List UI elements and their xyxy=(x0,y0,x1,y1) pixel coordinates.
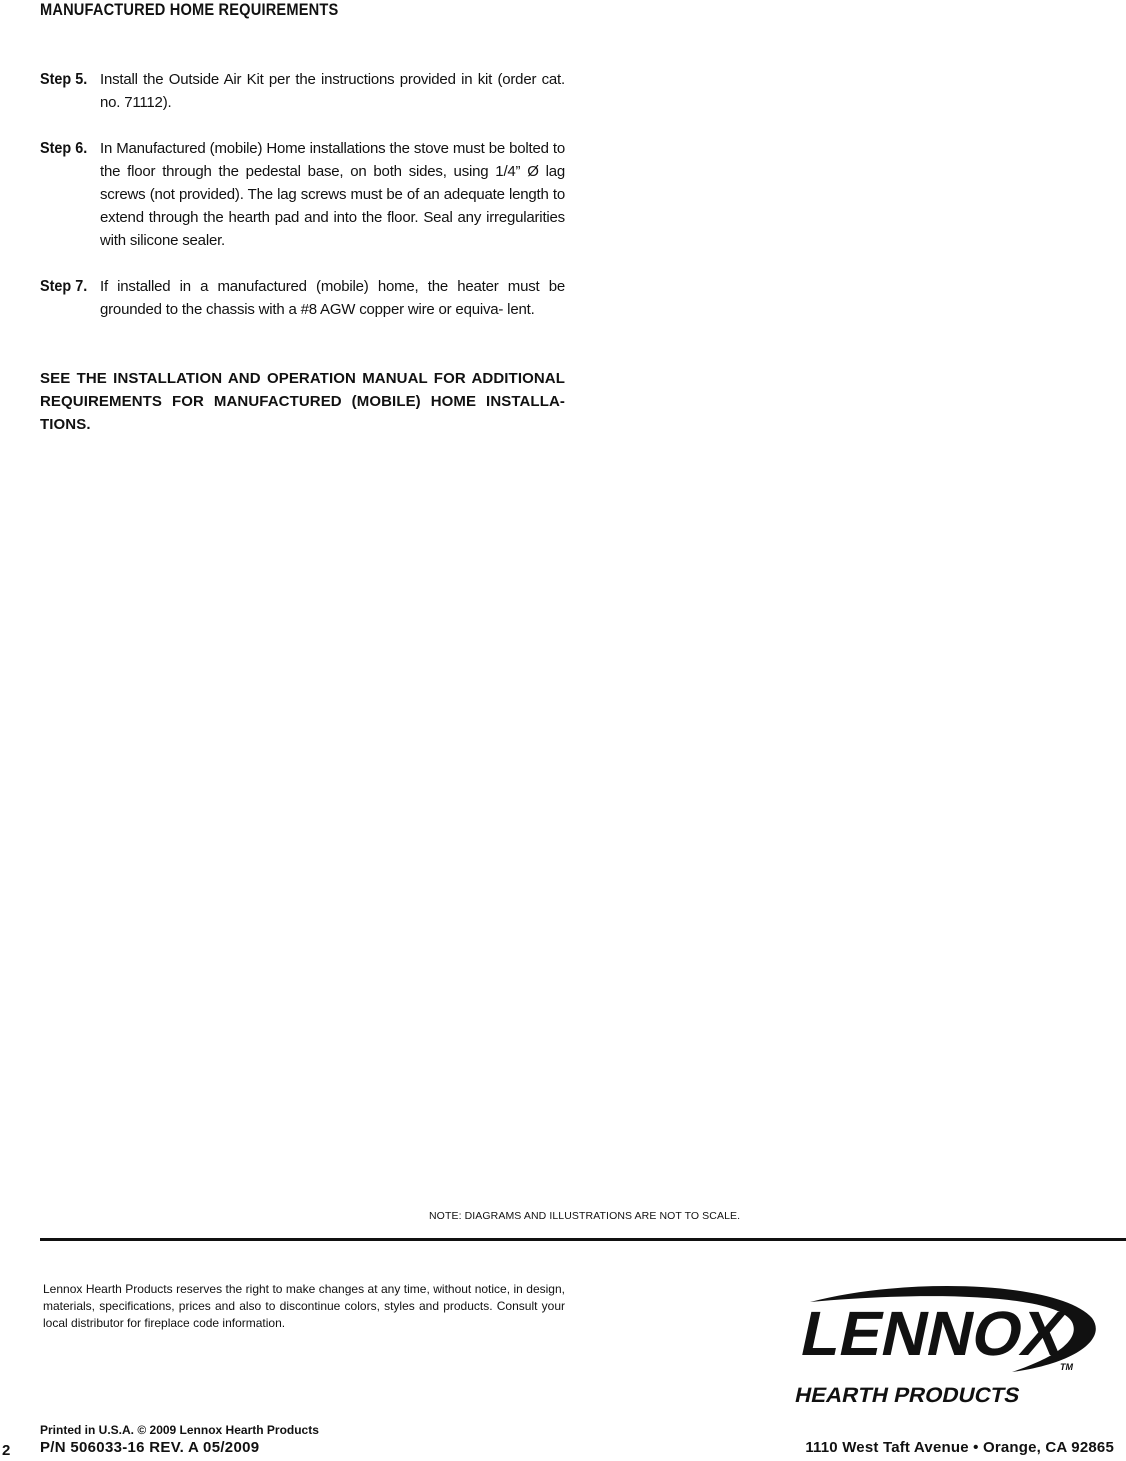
step-label: Step 5. xyxy=(40,71,88,88)
step-6 xyxy=(40,137,565,252)
step-text: If installed in a manufactured (mobile) home, the heater must be grounded to the chassis with a #8 AGW copper wire or equiva- lent. xyxy=(100,278,565,318)
logo-wordmark: LENNOX xyxy=(795,1298,1052,1369)
company-address: 1110 West Taft Avenue • Orange, CA 92865 xyxy=(805,1439,1114,1456)
printed-in-line: Printed in U.S.A. © 2009 Lennox Hearth Products xyxy=(40,1423,319,1437)
scale-note: NOTE: DIAGRAMS AND ILLUSTRATIONS ARE NOT TO SCALE. xyxy=(429,1210,741,1222)
step-7 xyxy=(40,275,565,321)
disclaimer-text: Lennox Hearth Products reserves the right to make changes at any time, without notice, in design, materials, specifications, prices and also to discontinue colors, styles and products. Consult your local distributor for fireplace code information. xyxy=(43,1282,565,1330)
footer-divider xyxy=(40,1238,1126,1241)
step-5 xyxy=(40,68,565,114)
page-number: 2 xyxy=(2,1442,11,1459)
lennox-logo xyxy=(790,1282,1100,1410)
logo-trademark: TM xyxy=(1060,1362,1073,1372)
step-label: Step 7. xyxy=(40,278,88,295)
section-title: MANUFACTURED HOME REQUIREMENTS xyxy=(40,0,339,19)
step-text: In Manufactured (mobile) Home installations the stove must be bolted to the floor through the pedestal base, on both sides, using 1/4” Ø lag screws (not provided). The lag screws must be of an adequate length to extend through the hearth pad and into the floor. Seal any irregularities with silicone sealer. xyxy=(100,140,565,249)
step-text: Install the Outside Air Kit per the instructions provided in kit (order cat. no. 71112). xyxy=(100,71,565,111)
additional-requirements-note: SEE THE INSTALLATION AND OPERATION MANUAL FOR ADDITIONAL REQUIREMENTS FOR MANUFACTURED (MOBILE) HOME INSTALLA- TIONS. xyxy=(40,370,565,433)
logo-subtitle: HEARTH PRODUCTS xyxy=(792,1384,1009,1407)
step-label: Step 6. xyxy=(40,140,88,157)
part-number: P/N 506033-16 REV. A 05/2009 xyxy=(40,1439,260,1456)
